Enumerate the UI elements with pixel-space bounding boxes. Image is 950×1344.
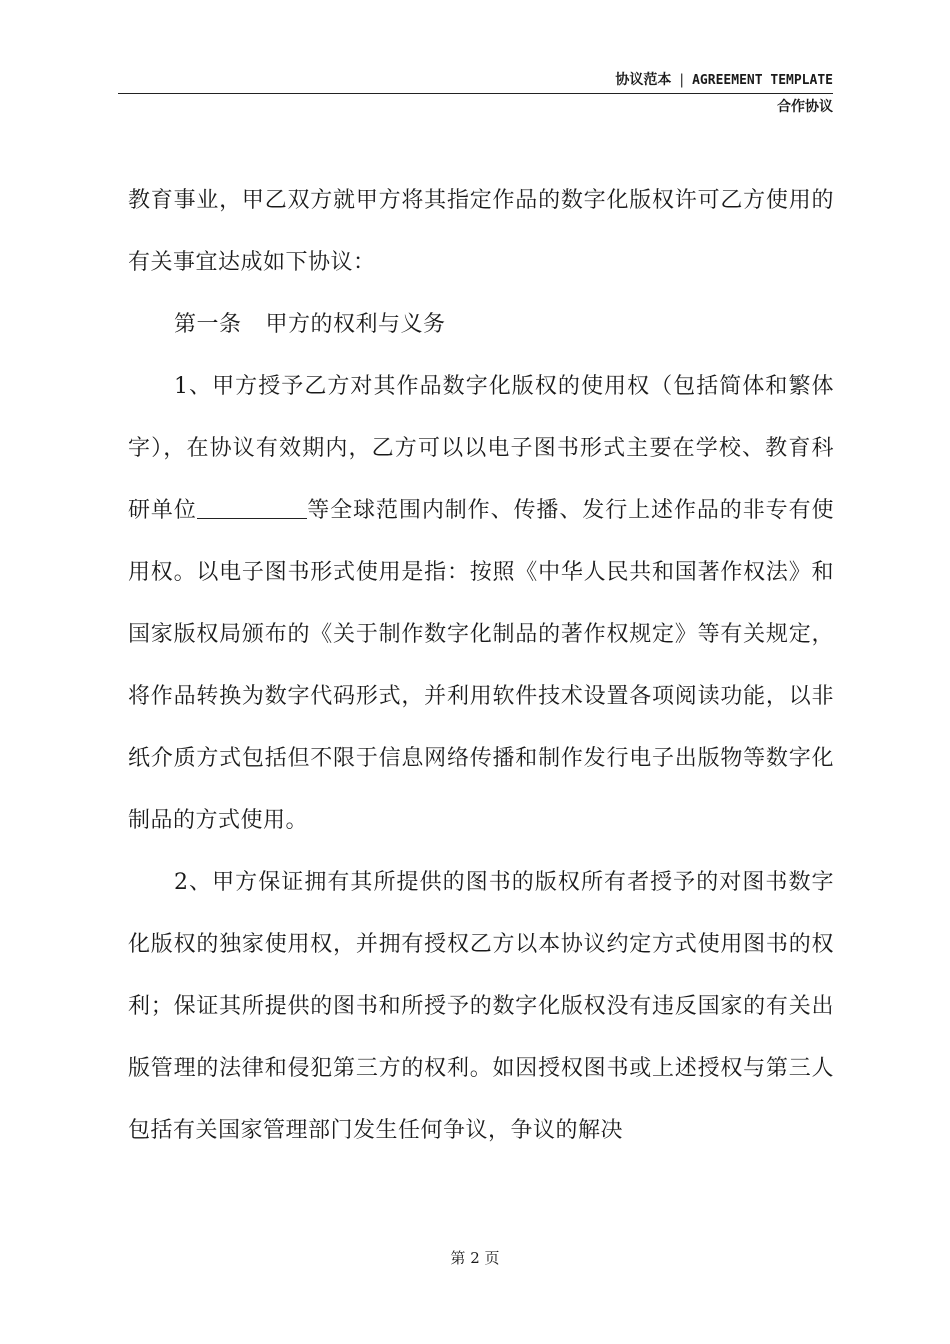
page-suffix: 页 <box>484 1249 500 1267</box>
page-footer <box>0 1248 950 1268</box>
fill-in-blank <box>197 494 307 519</box>
page-prefix: 第 <box>450 1249 466 1267</box>
clause-1-text-a: 1、甲方授予乙方对其作品数字化版权的使用权（包括简体和繁体字），在协议有效期内，乙方可以以电子图书形式主要在学校、教育科研单位 <box>128 374 834 523</box>
header-label-cn: 协议范本 <box>615 72 672 88</box>
header-rule <box>118 93 833 94</box>
article-heading <box>128 294 834 356</box>
header-label-en: AGREEMENT TEMPLATE <box>692 73 833 88</box>
header-separator: | <box>679 72 685 88</box>
page-header <box>118 70 833 118</box>
article-title: 甲方的权利与义务 <box>265 312 446 337</box>
article-number: 第一条 <box>174 312 242 337</box>
document-body <box>128 170 834 1162</box>
header-title-line <box>615 70 833 91</box>
clause-1-text-b: 等全球范围内制作、传播、发行上述作品的非专有使用权。以电子图书形式使用是指：按照《中华人民共和国著作权法》和国家版权局颁布的《关于制作数字化制品的著作权规定》等有关规定，将作品转换为数字代码形式，并利用软件技术设置各项阅读功能，以非纸介质方式包括但不限于信息网络传播和制作发行电子出版物等数字化制品的方式使用。 <box>128 498 834 833</box>
page-number: 2 <box>470 1249 480 1267</box>
paragraph-continuation: 教育事业，甲乙双方就甲方将其指定作品的数字化版权许可乙方使用的有关事宜达成如下协议： <box>128 188 834 275</box>
header-subtitle: 合作协议 <box>777 99 833 115</box>
clause-1 <box>128 356 834 852</box>
clause-2: 2、甲方保证拥有其所提供的图书的版权所有者授予的对图书数字化版权的独家使用权，并拥有授权乙方以本协议约定方式使用图书的权利；保证其所提供的图书和所授予的数字化版权没有违反国家的有关出版管理的法律和侵犯第三方的权利。如因授权图书或上述授权与第三人包括有关国家管理部门发生任何争议，争议的解决 <box>128 870 834 1143</box>
